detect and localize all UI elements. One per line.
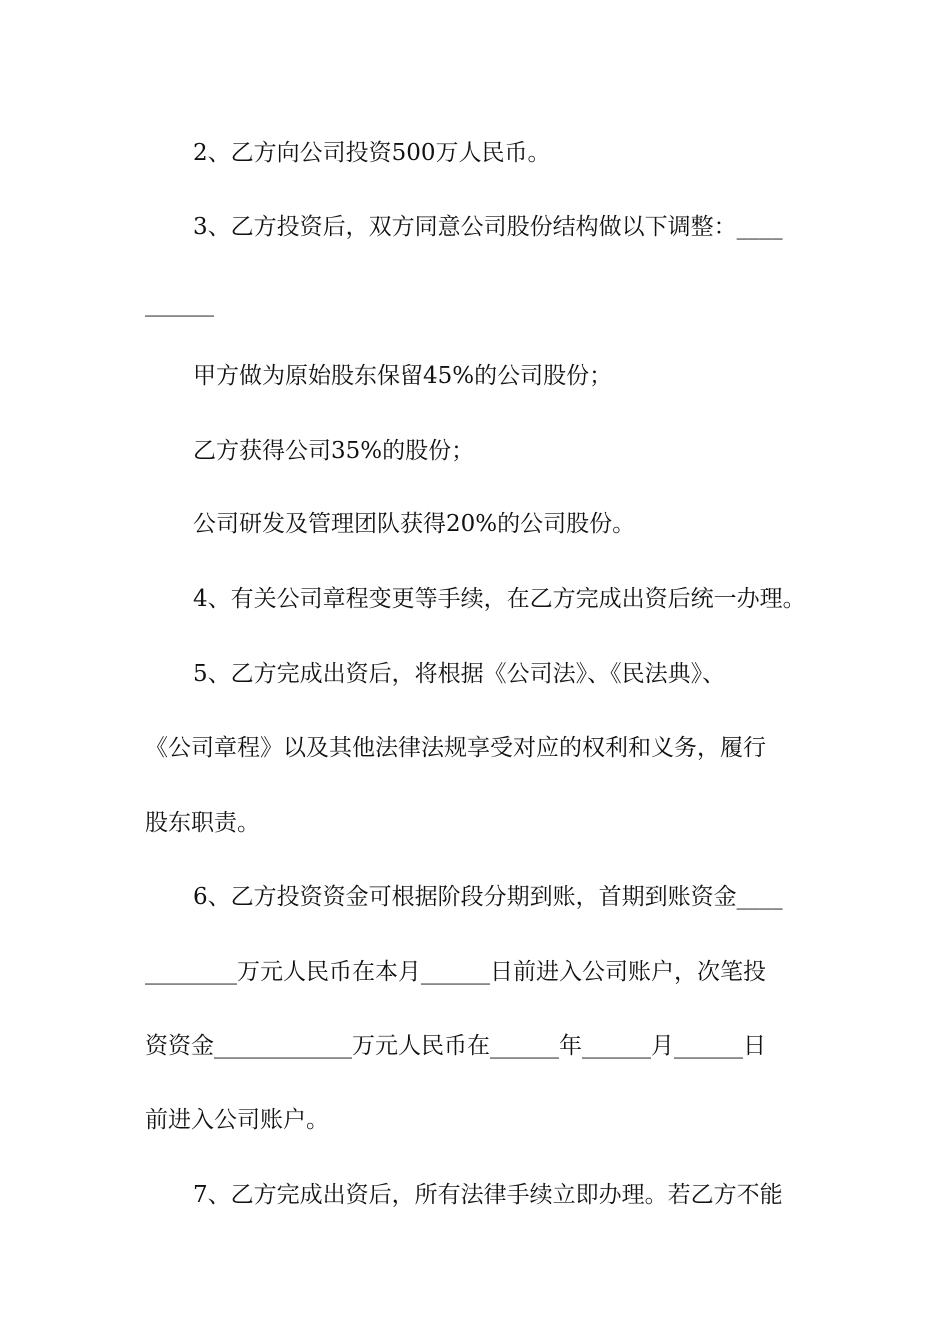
clause-5-cont-1: 《公司章程》以及其他法律法规享受对应的权利和义务，履行 [145, 735, 766, 761]
clause-6: 6、乙方投资资金可根据阶段分期到账，首期到账资金____ [193, 884, 783, 910]
clause-3-blank: ______ [145, 291, 214, 317]
clause-3: 3、乙方投资后，双方同意公司股份结构做以下调整：____ [193, 214, 783, 240]
clause-6-cont-2: 资资金____________万元人民币在______年______月______日 [145, 1033, 766, 1059]
clause-2: 2、乙方向公司投资500万人民币。 [193, 140, 551, 166]
share-team: 公司研发及管理团队获得20%的公司股份。 [193, 511, 636, 537]
clause-7: 7、乙方完成出资后，所有法律手续立即办理。若乙方不能 [193, 1182, 783, 1208]
share-party-a: 甲方做为原始股东保留45%的公司股份； [193, 363, 613, 389]
clause-4: 4、有关公司章程变更等手续，在乙方完成出资后统一办理。 [193, 586, 806, 612]
clause-5: 5、乙方完成出资后，将根据《公司法》、《民法典》、 [193, 661, 726, 687]
clause-6-cont-1: ________万元人民币在本月______日前进入公司账户，次笔投 [145, 959, 766, 985]
clause-6-cont-3: 前进入公司账户。 [145, 1107, 329, 1133]
clause-5-cont-2: 股东职责。 [145, 810, 260, 836]
share-party-b: 乙方获得公司35%的股份； [193, 438, 475, 464]
